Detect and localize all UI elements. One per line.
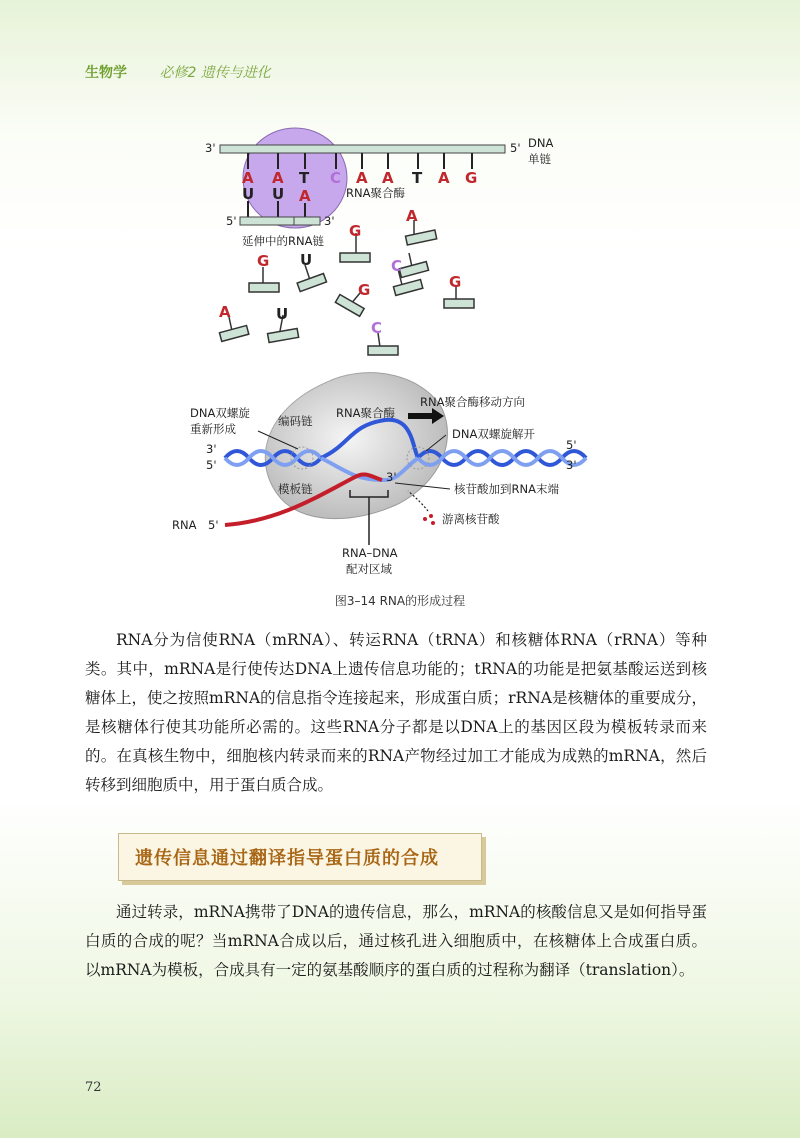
- top-3-end: 3': [205, 141, 216, 155]
- rna-5-end: 5': [226, 214, 237, 228]
- dna-rewind-label-2: 重新形成: [190, 422, 236, 436]
- right-3-end: 3': [566, 458, 577, 472]
- pairing-region-label-2: 配对区域: [346, 562, 392, 576]
- dna-unwind-label: DNA双螺旋解开: [452, 427, 535, 441]
- free-base: U: [300, 251, 313, 269]
- base-letter: A: [356, 169, 368, 187]
- base-letter: A: [382, 169, 394, 187]
- paragraph-rna-types: RNA分为信使RNA（mRNA）、转运RNA（tRNA）和核糖体RNA（rRNA）等种类。其中，mRNA是行使传达DNA上遗传信息功能的；tRNA的功能是把氨基酸运送到核糖体上，使之按照mRNA的信息指令连接起来，形成蛋白质；rRNA是核糖体的重要成分，是核糖体行使其功能所必需的。这些RNA分子都是以DNA上的基因区段为模板转录而来的。在真核生物中，细胞核内转录而来的RNA产物经过加工才能成为成熟的mRNA，然后转移到细胞质中，用于蛋白质合成。: [85, 631, 707, 794]
- left-5-end: 5': [206, 458, 217, 472]
- rna-3-end: 3': [324, 214, 335, 228]
- dna-single-strand: [220, 145, 505, 153]
- right-5-end: 5': [566, 438, 577, 452]
- top-5-end: 5': [510, 141, 521, 155]
- single-strand-label: 单链: [528, 152, 551, 166]
- figure-svg: [150, 125, 650, 585]
- free-base: A: [406, 207, 418, 225]
- free-base: A: [219, 303, 231, 321]
- running-header: [85, 62, 271, 82]
- free-base: C: [391, 257, 403, 275]
- elongating-rna-label: 延伸中的RNA链: [242, 234, 324, 248]
- free-base: G: [358, 281, 371, 299]
- free-base: G: [257, 252, 270, 270]
- figure-caption: 图3–14 RNA的形成过程: [334, 594, 466, 608]
- section-title: 遗传信息通过翻译指导蛋白质的合成: [135, 848, 439, 869]
- free-base: U: [276, 305, 289, 323]
- nucleotide-added-label: 核苷酸加到RNA末端: [454, 482, 559, 496]
- pairing-region-label: RNA–DNA: [342, 546, 398, 560]
- base-letter: C: [330, 169, 342, 187]
- rna-5-end-bottom: 5': [208, 518, 219, 532]
- base-letter: A: [438, 169, 450, 187]
- bottom-rna-polymerase-label: RNA聚合酶: [336, 406, 395, 420]
- paragraph-translation: 通过转录，mRNA携带了DNA的遗传信息，那么，mRNA的核酸信息又是如何指导蛋白质的合成的呢？当mRNA合成以后，通过核孔进入细胞质中，在核糖体上合成蛋白质。以mRNA为模板，合成具有一定的氨基酸顺序的蛋白质的过程称为翻译（translation）。: [85, 903, 707, 979]
- rna-base: U: [242, 185, 255, 203]
- rna-base: U: [272, 185, 285, 203]
- move-direction-label: RNA聚合酶移动方向: [420, 395, 525, 409]
- free-nucleotide: [249, 267, 279, 292]
- figure-transcription: [150, 125, 650, 589]
- base-letter: T: [412, 169, 423, 187]
- dna-rewind-label: DNA双螺旋: [190, 406, 250, 420]
- left-3-end: 3': [206, 442, 217, 456]
- free-base: G: [349, 222, 362, 240]
- header-subject: 生物学: [85, 65, 127, 81]
- free-nucleotide-dots: [423, 514, 435, 525]
- template-strand-label: 模板链: [278, 482, 313, 496]
- base-letter: A: [242, 169, 254, 187]
- free-nucleotide-label: 游离核苷酸: [442, 512, 500, 526]
- section-heading: [118, 833, 482, 881]
- dna-label: DNA: [528, 136, 554, 150]
- page-number: 72: [85, 1080, 102, 1095]
- rna-label: RNA: [172, 518, 197, 532]
- coding-strand-label: 编码链: [278, 414, 313, 428]
- base-letter: A: [272, 169, 284, 187]
- rna-base: A: [299, 187, 311, 205]
- free-base: C: [371, 319, 383, 337]
- base-letter: T: [299, 169, 310, 187]
- base-letter: G: [465, 169, 478, 187]
- header-book: 必修2 遗传与进化: [159, 65, 271, 81]
- inner-3-end: 3': [386, 470, 397, 484]
- free-base: G: [449, 273, 462, 291]
- free-nucleotide-letters: [219, 207, 461, 337]
- rna-polymerase-label: RNA聚合酶: [346, 186, 405, 200]
